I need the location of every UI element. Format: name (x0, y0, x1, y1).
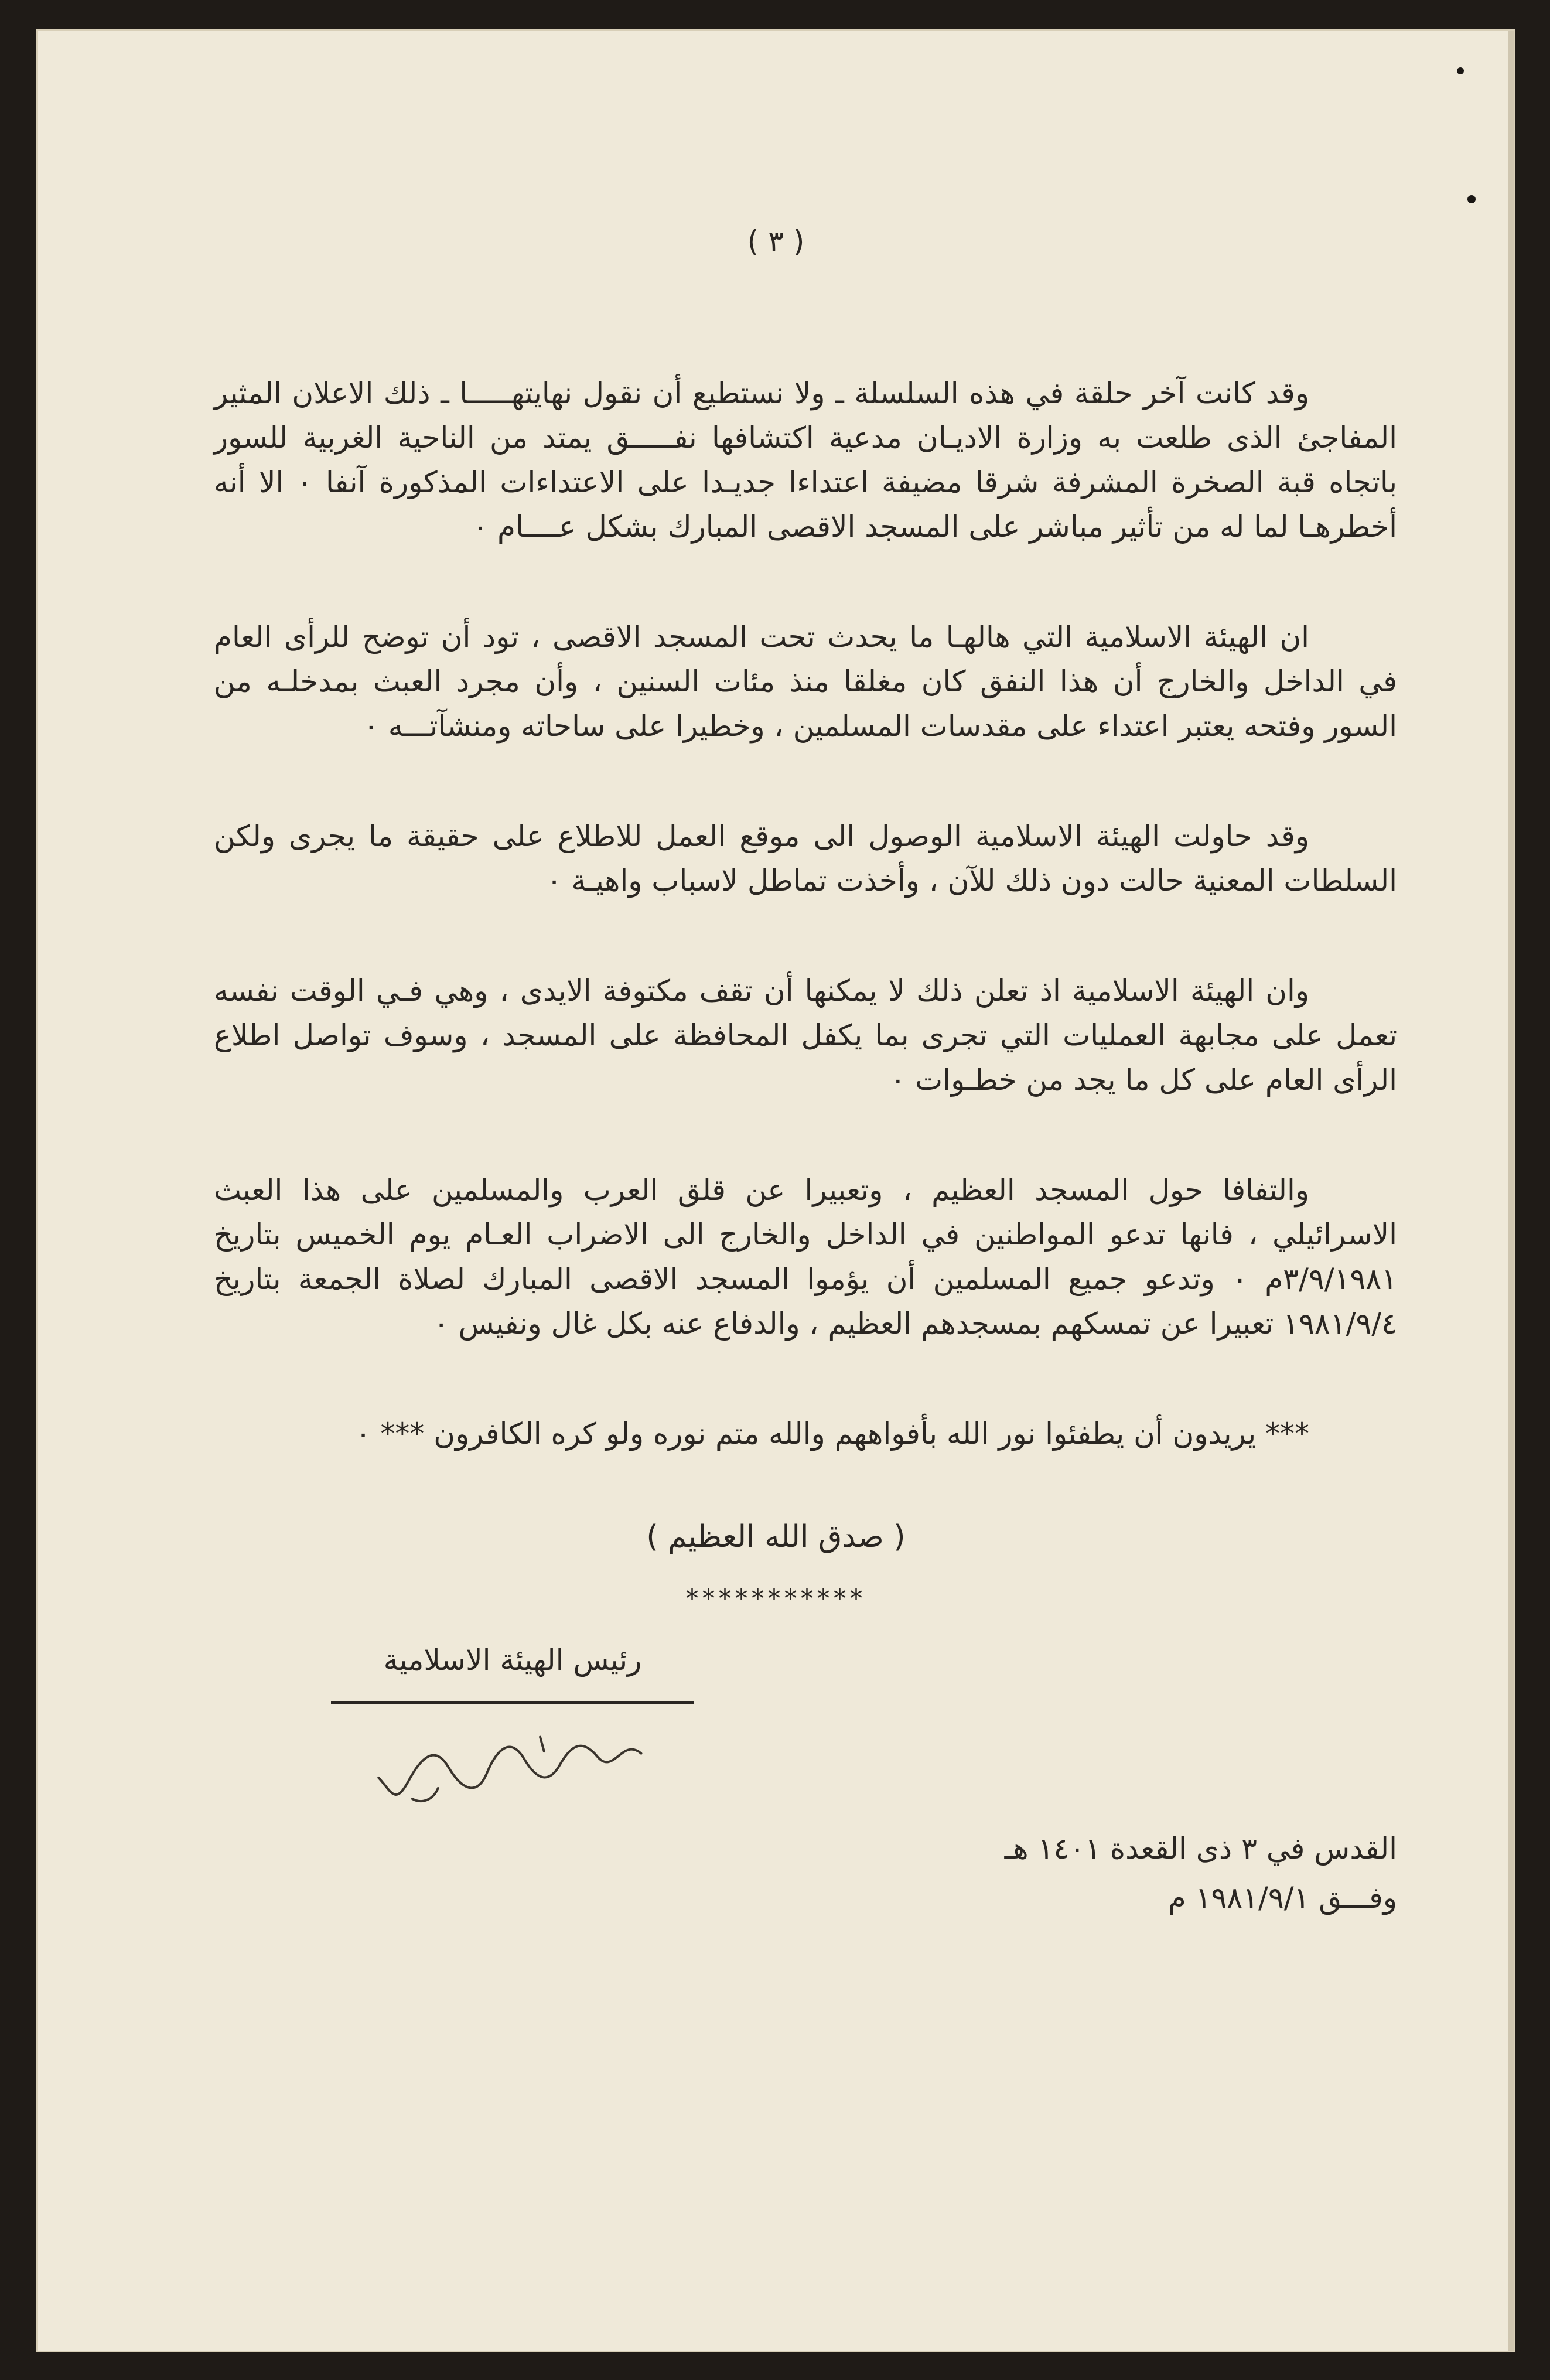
closing-phrase: ( صدق الله العظيم ) (646, 1519, 906, 1554)
ink-speck (1457, 67, 1464, 74)
hijri-date: القدس في ٣ ذى القعدة ١٤٠١ هـ (1004, 1832, 1397, 1866)
date-block (917, 1824, 1397, 1922)
paragraph-council-action: وان الهيئة الاسلامية اذ تعلن ذلك لا يمكنها أن تقف مكتوفة الايدى ، وهي فـي الوقت نفسه تعمل على مجابهة العمليات التي تجرى بما يكفل المحافظة على المسجد ، وسوف تواصل اطلاع الرأى العام على كل ما يجد من خطـوات ٠ (214, 974, 1397, 1097)
paragraph-tunnel-announcement: وقد كانت آخر حلقة في هذه السلسلة ـ ولا نستطيع أن نقول نهايتهـــــا ـ ذلك الاعلان المثير المفاجئ الذى طلعت به وزارة الاديـان مدعية اكتشافها نفـــــق يمتد من الناحية الغربية للسور باتجاه قبة الصخرة المشرفة شرقا مضيفة اعتداءا جديـدا على الاعتداءات المذكورة آنفا ٠ الا أنه أخطرهـا لما له من تأثير مباشر على المسجد الاقصى المبارك بشكل عــــام ٠ (214, 376, 1398, 544)
paragraph-strike-call: والتفافا حول المسجد العظيم ، وتعبيرا عن قلق العرب والمسلمين على هذا العبث الاسرائيلي ، فانها تدعو المواطنين في الداخل والخارج الى الاضراب العـام يوم الخميس بتاريخ ٣/٩/١٩٨١م ٠ وتدعو جميع المسلمين أن يؤموا المسجد الاقصى المبارك لصلاة الجمعة بتاريخ ١٩٨١/٩/٤ تعبيرا عن تمسكهم بمسجدهم العظيم ، والدفاع عنه بكل غال ونفيس ٠ (214, 1173, 1397, 1341)
gregorian-date: وفـــق ١٩٨١/٩/١ م (1167, 1881, 1397, 1915)
signature-line (331, 1701, 694, 1704)
document-page (36, 29, 1515, 2352)
letter-body (214, 371, 1397, 1503)
signer-title: رئيس الهيئة الاسلامية (383, 1643, 642, 1677)
page-edge (1508, 31, 1514, 2351)
handwritten-signature (328, 1703, 697, 1822)
stars-divider: *********** (685, 1584, 866, 1614)
paragraph-council-position: ان الهيئة الاسلامية التي هالهـا ما يحدث تحت المسجد الاقصى ، تود أن توضح للرأى العام في الداخل والخارج أن هذا النفق كان مغلقا منذ مئات السنين ، وأن مجرد العبث بمدخلـه من السور وفتحه يعتبر اعتداء على مقدسات المسلمين ، وخطيرا على ساحاته ومنشآتـــه ٠ (214, 620, 1397, 743)
page-number: ( ٣ ) (747, 224, 805, 258)
signature-block (331, 1636, 694, 1809)
paragraph-access-attempt: وقد حاولت الهيئة الاسلامية الوصول الى موقع العمل للاطلاع على حقيقة ما يجرى ولكن السلطات المعنية حالت دون ذلك للآن ، وأخذت تماطل لاسباب واهيـة ٠ (214, 819, 1397, 898)
paragraph-quran-verse: *** يريدون أن يطفئوا نور الله بأفواههم والله متم نوره ولو كره الكافرون *** ٠ (355, 1417, 1309, 1451)
ink-speck (1467, 195, 1476, 203)
signature-scribble (364, 1717, 661, 1814)
